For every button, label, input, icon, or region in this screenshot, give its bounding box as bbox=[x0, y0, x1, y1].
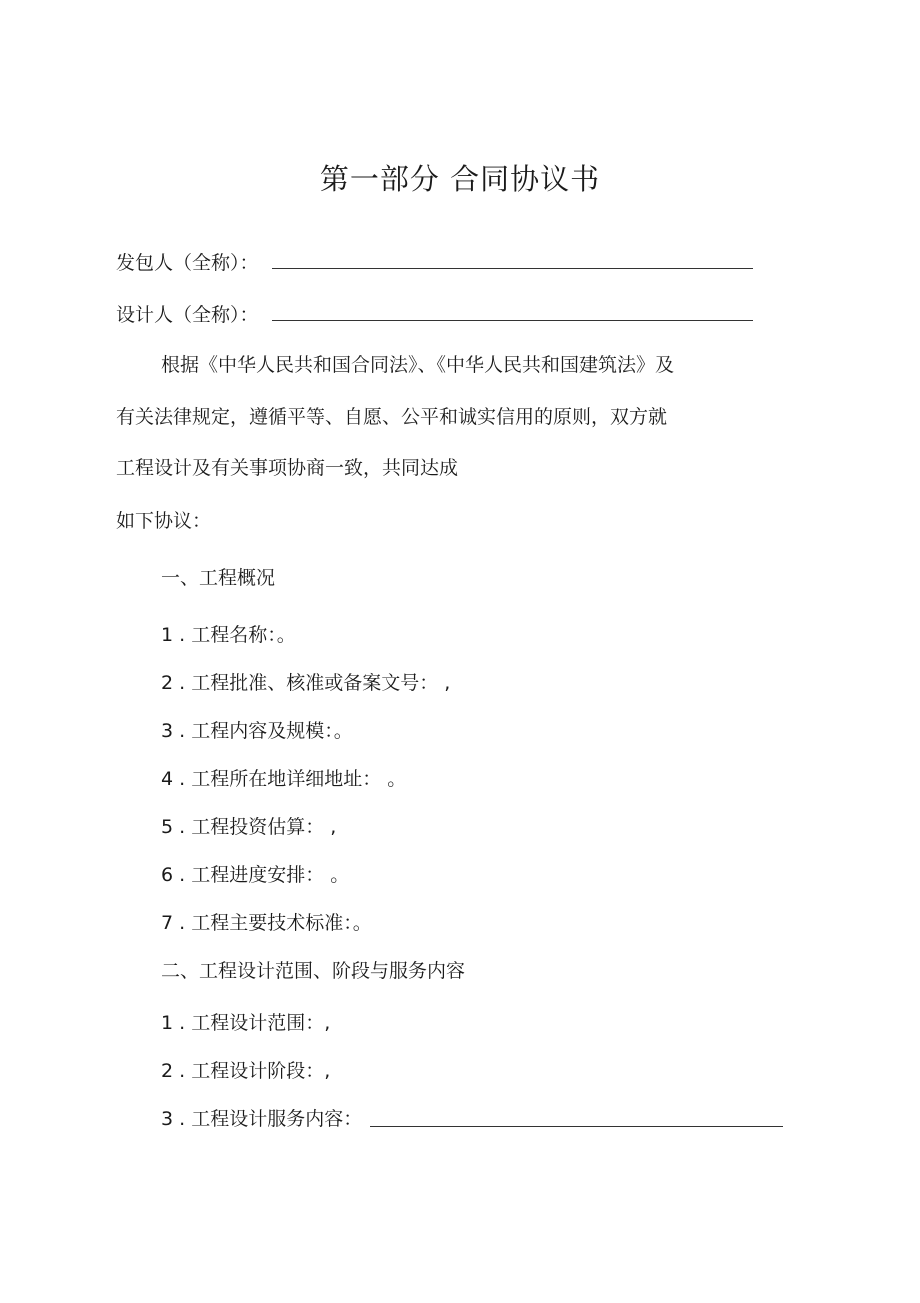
party-a-label: 发包人（全称）： bbox=[116, 252, 259, 274]
party-a-field[interactable] bbox=[272, 268, 753, 269]
list-item: 3 . 工程设计服务内容： bbox=[161, 1108, 363, 1130]
list-item: 5 . 工程投资估算： , bbox=[161, 816, 337, 838]
section-heading: 二、工程设计范围、阶段与服务内容 bbox=[161, 960, 466, 982]
design-service-field[interactable] bbox=[370, 1126, 783, 1127]
list-item: 1 . 工程设计范围：, bbox=[161, 1012, 331, 1034]
section-heading: 一、工程概况 bbox=[161, 567, 276, 589]
preamble-line: 根据《中华人民共和国合同法》、《中华人民共和国建筑法》及 bbox=[161, 354, 675, 376]
party-b-label: 设计人（全称）： bbox=[116, 304, 259, 326]
list-item: 1 . 工程名称：。 bbox=[161, 624, 296, 646]
list-item: 6 . 工程进度安排： 。 bbox=[161, 864, 350, 886]
list-item: 2 . 工程设计阶段：, bbox=[161, 1060, 331, 1082]
list-item: 7 . 工程主要技术标准：。 bbox=[161, 912, 372, 934]
preamble-line: 工程设计及有关事项协商一致，共同达成 bbox=[116, 457, 459, 479]
preamble-line: 如下协议： bbox=[116, 510, 212, 532]
list-item: 3 . 工程内容及规模：。 bbox=[161, 720, 353, 742]
party-b-field[interactable] bbox=[272, 320, 753, 321]
list-item: 2 . 工程批准、核准或备案文号： , bbox=[161, 672, 451, 694]
preamble-line: 有关法律规定，遵循平等、自愿、公平和诚实信用的原则，双方就 bbox=[116, 406, 668, 428]
list-item: 4 . 工程所在地详细地址： 。 bbox=[161, 768, 407, 790]
document-title: 第一部分 合同协议书 bbox=[319, 162, 601, 196]
